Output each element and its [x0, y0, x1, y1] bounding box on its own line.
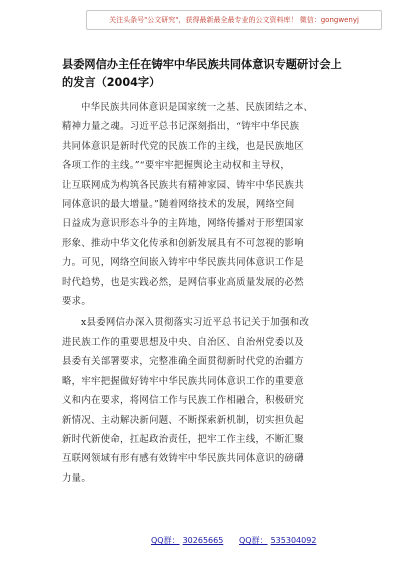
qq-group-number: 535304092	[270, 536, 317, 545]
paragraph-line: 要求。	[62, 296, 92, 308]
paragraph-line: 日益成为意识形态斗争的主阵地，网络传播对于形塑国家	[62, 218, 304, 230]
paragraph-line: 形象、推动中华文化传承和创新发展具有不可忽视的影响	[62, 237, 304, 249]
title-line-2: 的发言（2004字）	[62, 76, 161, 89]
paragraph-line: 精神力量之魂。习近平总书记深刻指出，“铸牢中华民族	[62, 121, 300, 133]
paragraph-line: 县委有关部署要求，完整准确全面贯彻新时代党的治疆方	[62, 356, 304, 368]
paragraph-line: 新时代新使命，扛起政治责任，把牢工作主线，不断汇聚	[62, 433, 304, 445]
promo-banner[interactable]	[86, 10, 382, 30]
paragraph-line: x县委网信办深入贯彻落实习近平总书记关于加强和改	[81, 317, 310, 329]
paragraph-line: 中华民族共同体意识是国家统一之基、民族团结之本、	[81, 102, 314, 113]
paragraph-line: 让互联网成为构筑各民族共有精神家园、铸牢中华民族共	[62, 179, 304, 191]
qq-group-label: QQ群：	[239, 536, 268, 545]
paragraph-line: 略，牢牢把握做好铸牢中华民族共同体意识工作的重要意	[62, 375, 304, 387]
paragraph-line: 同体意识的最大增量。”随着网络技术的发展，网络空间	[62, 199, 295, 211]
paragraph-2	[62, 313, 356, 488]
qq-group-number: 30265665	[182, 536, 224, 545]
paragraph-line: 新情况、主动解决新问题、不断探索新机制，切实担负起	[62, 414, 304, 426]
promo-banner-text: 关注头条号"公文研究"，获得最新最全最专业的公文资料库！ 微信：gongwenyj	[109, 16, 359, 24]
paragraph-line: 义和内在要求，将网信工作与民族工作相融合，积极研究	[62, 395, 304, 407]
paragraph-line: 进民族工作的重要思想及中央、自治区、自治州党委以及	[62, 336, 304, 348]
paragraph-line: 时代趋势，也是实践必然，是网信事业高质量发展的必然	[62, 276, 304, 288]
title-line-1: 县委网信办主任在铸牢中华民族共同体意识专题研讨会上	[62, 58, 342, 71]
qq-group-label: QQ群：	[151, 536, 180, 545]
qq-group-link-1[interactable]	[151, 535, 223, 546]
paragraph-line: 力。可见，网络空间嵌入铸牢中华民族共同体意识工作是	[62, 257, 304, 269]
paragraph-line: 互联网领域有形有感有效铸牢中华民族共同体意识的磅礴	[62, 453, 304, 465]
paragraph-line: 共同体意识是新时代党的民族工作的主线，也是民族地区	[62, 140, 304, 152]
footer-contacts	[0, 535, 408, 551]
document-title	[62, 56, 354, 92]
paragraph-line: 各项工作的主线。”“要牢牢把握舆论主动权和主导权，	[62, 160, 291, 172]
paragraph-line: 力量。	[62, 472, 92, 484]
qq-group-link-2[interactable]	[239, 535, 316, 546]
paragraph-1	[62, 98, 356, 311]
document-body	[62, 98, 356, 488]
